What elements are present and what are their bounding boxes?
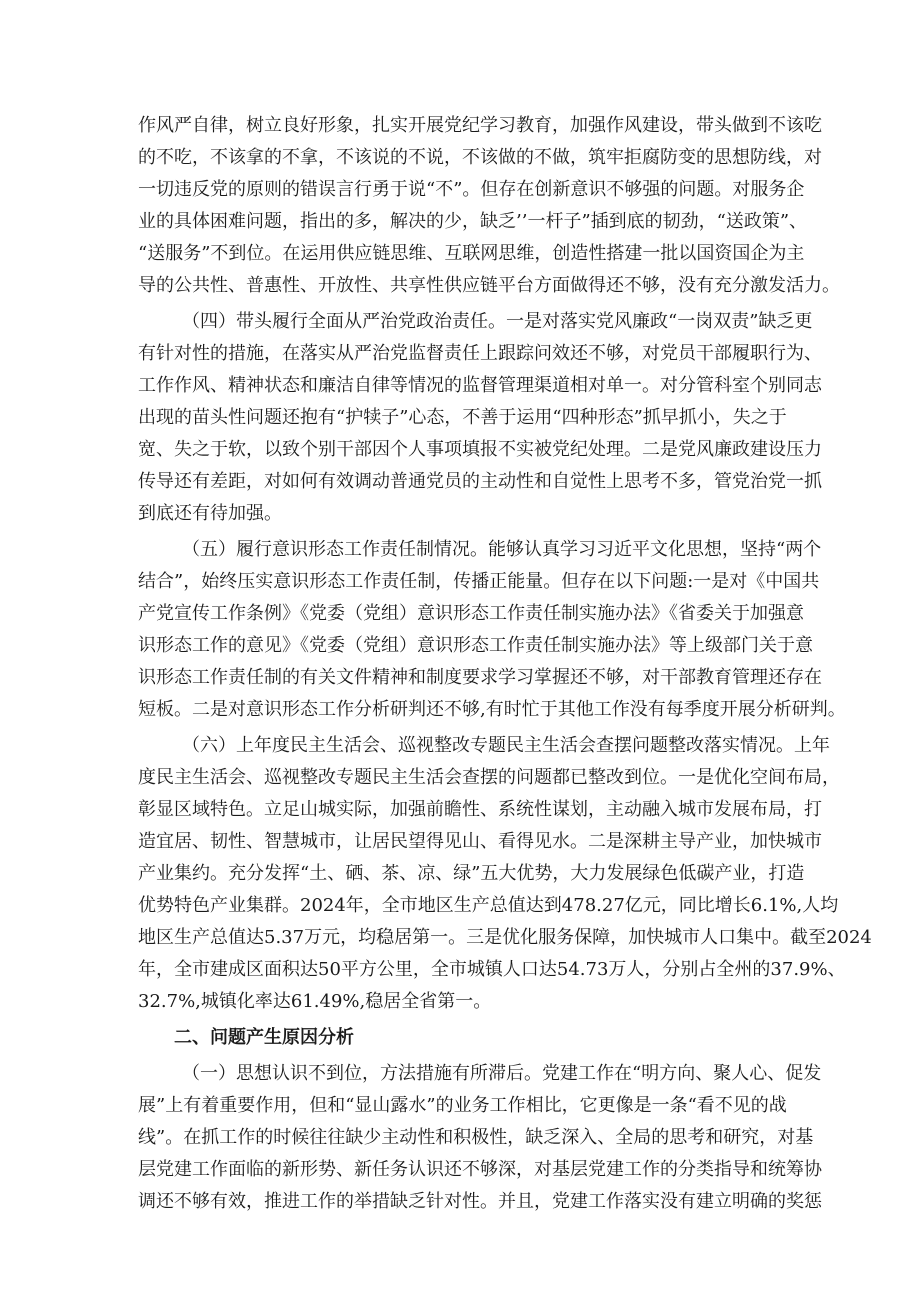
text-line: （一）思想认识不到位，方法措施有所滞后。党建工作在“明方向、聚人心、促发 <box>182 1063 822 1084</box>
text-line: 有针对性的措施，在落实从严治党监督责任上跟踪问效还不够，对党员干部履职行为、 <box>138 343 822 364</box>
text-line: 地区生产总值达5.37万元，均稳居第一。三是优化服务保障，加快城市人口集中。截至2024 <box>138 927 872 948</box>
text-line: 展”上有着重要作用，但和“显山露水”的业务工作相比，它更像是一条“看不见的战 <box>138 1095 787 1116</box>
section-heading: 二、问题产生原因分析 <box>174 1027 354 1048</box>
text-line: 层党建工作面临的新形势、新任务认识还不够深，对基层党建工作的分类指导和统筹协 <box>138 1159 822 1180</box>
text-line: 传导还有差距，对如何有效调动普通党员的主动性和自觉性上思考不多，管党治党一抓 <box>138 471 822 492</box>
text-line: 业的具体困难问题，指出的多，解决的少，缺乏’’一杆子”插到底的韧劲，“送政策”、 <box>138 211 808 232</box>
paragraph-ideology-responsibility <box>138 534 846 726</box>
text-line: （六）上年度民主生活会、巡视整改专题民主生活会查摆问题整改落实情况。上年 <box>182 735 830 756</box>
text-line: （四）带头履行全面从严治党政治责任。一是对落实党风廉政“一岗双责”缺乏更 <box>182 311 813 332</box>
text-line: 度民主生活会、巡视整改专题民主生活会查摆的问题都已整改到位。一是优化空间布局， <box>138 767 840 788</box>
paragraph-party-governance <box>138 306 822 530</box>
text-line: 工作作风、精神状态和廉洁自律等情况的监督管理渠道相对单一。对分管科室个别同志 <box>138 375 822 396</box>
text-line: 导的公共性、普惠性、开放性、共享性供应链平台方面做得还不够，没有充分激发活力。 <box>138 275 840 296</box>
paragraph-style-discipline <box>138 110 840 302</box>
text-line: 32.7%,城镇化率达61.49%,稳居全省第一。 <box>138 991 492 1012</box>
text-line: 一切违反党的原则的错误言行勇于说“不”。但存在创新意识不够强的问题。对服务企 <box>138 179 805 200</box>
text-line: 短板。二是对意识形态工作分析研判还不够,有时忙于其他工作没有每季度开展分析研判。 <box>138 699 846 720</box>
text-line: 产业集约。充分发挥“土、硒、茶、凉、绿”五大优势，大力发展绿色低碳产业，打造 <box>138 863 805 884</box>
text-line: 结合”，始终压实意识形态工作责任制，传播正能量。但存在以下问题:一是对《中国共 <box>138 571 820 592</box>
text-line: 彰显区域特色。立足山城实际，加强前瞻性、系统性谋划，主动融入城市发展布局，打 <box>138 799 822 820</box>
text-line: 到底还有待加强。 <box>138 503 282 524</box>
paragraph-rectification-status <box>138 730 872 1018</box>
text-line: （五）履行意识形态工作责任制情况。能够认真学习习近平文化思想，坚持“两个 <box>182 539 822 560</box>
text-line: 年，全市建成区面积达50平方公里，全市城镇人口达54.73万人，分别占全州的37.9%、 <box>138 959 846 980</box>
text-line: 线”。在抓工作的时候往往缺少主动性和积极性，缺乏深入、全局的思考和研究，对基 <box>138 1127 814 1148</box>
text-line: 优势特色产业集群。2024年，全市地区生产总值达到478.27亿元，同比增长6.1%,人均 <box>138 895 839 916</box>
text-line: “送服务”不到位。在运用供应链思维、互联网思维，创造性搭建一批以国资国企为主 <box>138 243 805 264</box>
text-line: 造宜居、韧性、智慧城市，让居民望得见山、看得见水。二是深耕主导产业，加快城市 <box>138 831 822 852</box>
text-line: 出现的苗头性问题还抱有“护犊子”心态，不善于运用“四种形态”抓早抓小，失之于 <box>138 407 787 428</box>
text-line: 的不吃，不该拿的不拿，不该说的不说，不该做的不做，筑牢拒腐防变的思想防线，对 <box>138 147 822 168</box>
text-line: 识形态工作的意见》《党委（党组）意识形态工作责任制实施办法》等上级部门关于意 <box>138 635 813 656</box>
document-page <box>138 110 872 1222</box>
text-line: 识形态工作责任制的有关文件精神和制度要求学习掌握还不够，对干部教育管理还存在 <box>138 667 822 688</box>
text-line: 调还不够有效，推进工作的举措缺乏针对性。并且，党建工作落实没有建立明确的奖惩 <box>138 1191 822 1212</box>
text-line: 作风严自律，树立良好形象，扎实开展党纪学习教育，加强作风建设，带头做到不该吃 <box>138 115 822 136</box>
text-line: 产党宣传工作条例》《党委（党组）意识形态工作责任制实施办法》《省委关于加强意 <box>138 603 804 624</box>
paragraph-cause-analysis <box>138 1058 822 1218</box>
text-line: 宽、失之于软，以致个别干部因个人事项填报不实被党纪处理。二是党风廉政建设压力 <box>138 439 822 460</box>
